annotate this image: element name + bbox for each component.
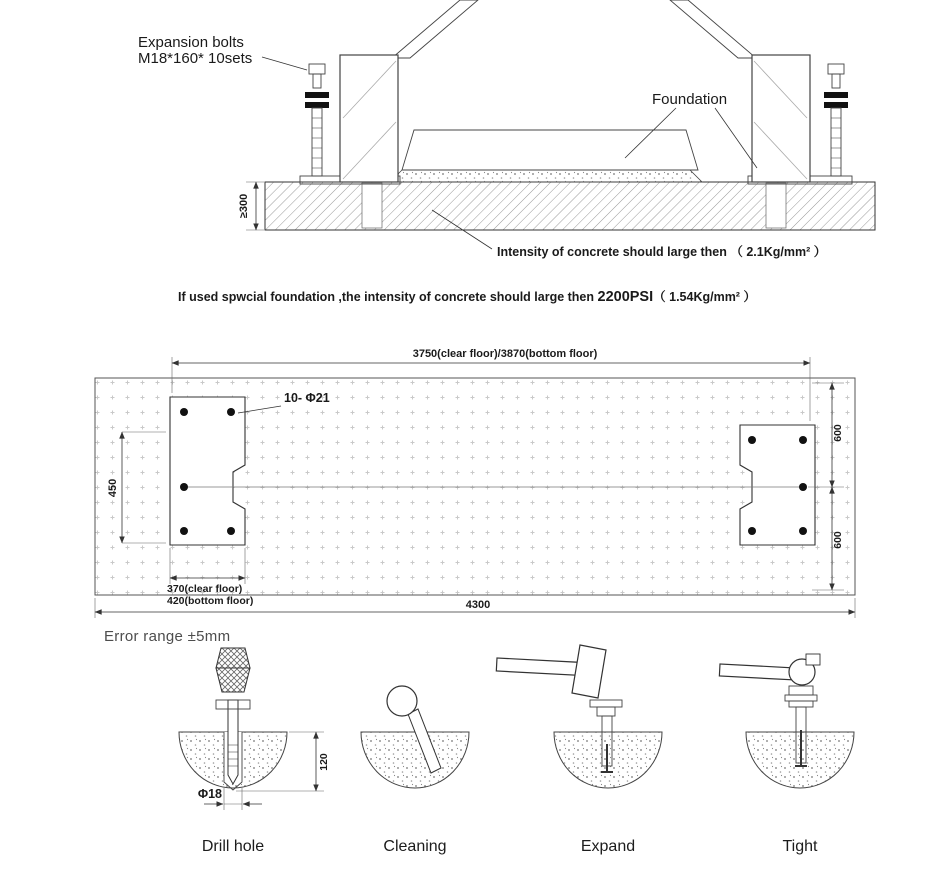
drill-chuck-lower (216, 668, 250, 692)
foundation-grout-strip (390, 170, 702, 182)
left-column (340, 55, 398, 182)
special-note-psi: 2200PSI (597, 289, 654, 305)
bottom-floor-dim-text: 420(bottom floor) (167, 595, 254, 607)
step-label-tight: Tight (782, 838, 818, 855)
step-label-cleaning: Cleaning (383, 838, 447, 855)
hole-depth-text: 120 (318, 753, 330, 771)
overall-dim-text: 4300 (465, 599, 491, 611)
expansion-bolts-label-line2: M18*160* 10sets (138, 50, 253, 67)
expansion-bolts-label-line1: Expansion bolts (138, 34, 244, 51)
anchor-plate-left (170, 397, 245, 545)
error-range-note: Error range ±5mm (104, 628, 231, 645)
special-foundation-note (178, 289, 756, 305)
right-dim-lower-text: 600 (832, 531, 844, 549)
blower-bulb (387, 686, 417, 716)
hole-diameter-text: Φ18 (197, 787, 222, 801)
holes-callout-text: 10- Φ21 (284, 391, 330, 405)
step-label-expand: Expand (580, 838, 636, 855)
anchor-bolt-1 (228, 700, 238, 784)
right-column (752, 55, 810, 182)
concrete-intensity-note: Intensity of concrete should large then （ 2.1Kg/mm² ） (497, 245, 827, 259)
slab-depth-text: ≥300 (238, 193, 250, 219)
clear-floor-dim-text: 370(clear floor) (167, 583, 243, 595)
right-dim-upper-text: 600 (832, 424, 844, 442)
special-note-prefix: If used spwcial foundation ,the intensity of concrete should large then (178, 290, 598, 304)
drill-chuck-upper (216, 648, 250, 668)
plate-width-text: 450 (107, 478, 119, 498)
special-note-suffix: （ 1.54Kg/mm² ） (653, 290, 756, 304)
step-label-drill: Drill hole (201, 838, 265, 855)
foundation-label: Foundation (652, 91, 728, 108)
embedded-anchor-right (766, 183, 786, 228)
span-dim-text: 3750(clear floor)/3870(bottom floor) (412, 348, 598, 360)
embedded-anchor-left (362, 183, 382, 228)
